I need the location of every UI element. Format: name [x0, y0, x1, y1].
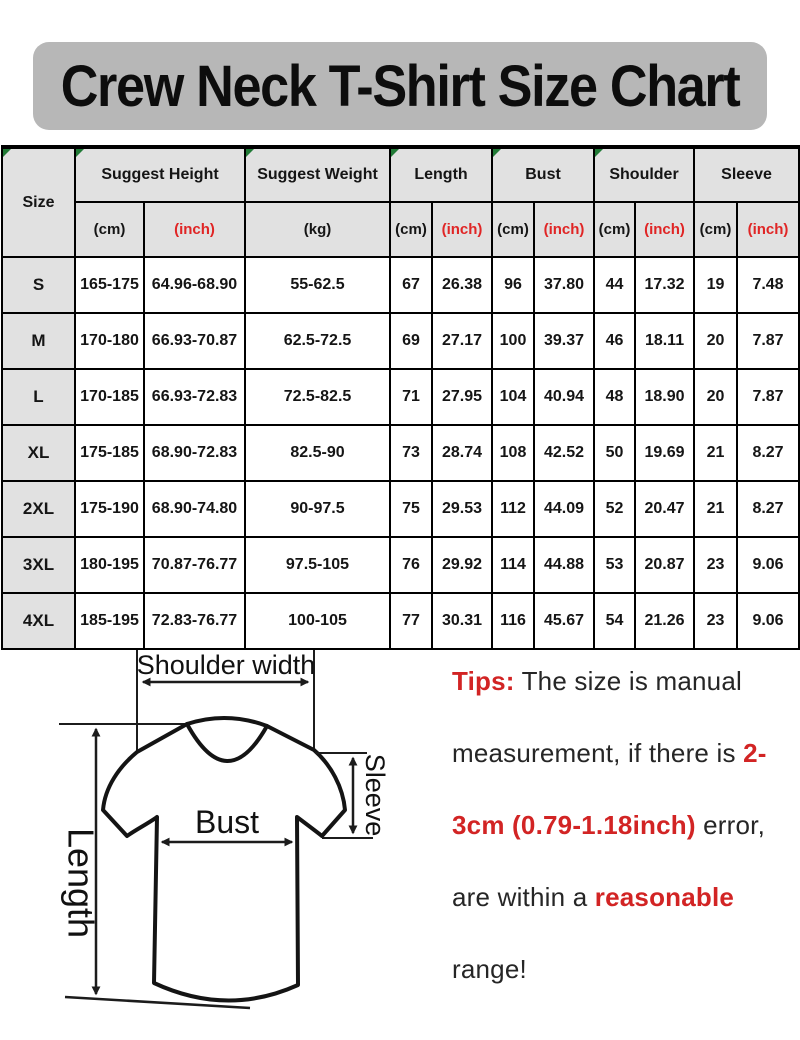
- table-cell: 75: [390, 481, 432, 537]
- header-unit-row: [2, 202, 799, 257]
- tshirt-measure-diagram: [15, 645, 445, 1040]
- tips-segment: are within a: [452, 882, 595, 912]
- tips-segment: measurement, if there is: [452, 738, 744, 768]
- table-cell: 100-105: [245, 593, 390, 649]
- col-header-suggest-weight: Suggest Weight: [245, 147, 390, 202]
- tips-text: [452, 645, 797, 1005]
- table-cell: 37.80: [534, 257, 594, 313]
- col-header-shoulder: Shoulder: [594, 147, 694, 202]
- table-cell: 66.93-72.83: [144, 369, 245, 425]
- tips-segment: range!: [452, 954, 527, 984]
- table-cell: 9.06: [737, 537, 799, 593]
- table-cell: 82.5-90: [245, 425, 390, 481]
- table-cell: 50: [594, 425, 635, 481]
- table-cell: 7.48: [737, 257, 799, 313]
- table-cell: 116: [492, 593, 534, 649]
- table-cell: 9.06: [737, 593, 799, 649]
- table-cell: 97.5-105: [245, 537, 390, 593]
- size-label: S: [2, 257, 75, 313]
- table-cell: 170-180: [75, 313, 144, 369]
- table-cell: 70.87-76.77: [144, 537, 245, 593]
- col-header-suggest-height: Suggest Height: [75, 147, 245, 202]
- table-cell: 20.47: [635, 481, 694, 537]
- table-cell: 39.37: [534, 313, 594, 369]
- table-cell: 69: [390, 313, 432, 369]
- unit-sleeve-inch: (inch): [737, 202, 799, 257]
- tips-highlight: Tips:: [452, 666, 515, 696]
- table-cell: 19: [694, 257, 737, 313]
- unit-bust-inch: (inch): [534, 202, 594, 257]
- table-cell: 175-185: [75, 425, 144, 481]
- size-label: 3XL: [2, 537, 75, 593]
- table-cell: 44: [594, 257, 635, 313]
- sleeve-label: Sleeve: [359, 753, 390, 837]
- table-cell: 165-175: [75, 257, 144, 313]
- table-cell: 29.53: [432, 481, 492, 537]
- table-cell: 68.90-74.80: [144, 481, 245, 537]
- tips-line: [452, 933, 797, 1005]
- table-cell: 185-195: [75, 593, 144, 649]
- table-cell: 20: [694, 313, 737, 369]
- table-cell: 45.67: [534, 593, 594, 649]
- table-row: [2, 537, 799, 593]
- size-label: M: [2, 313, 75, 369]
- unit-shoulder-inch: (inch): [635, 202, 694, 257]
- table-cell: 170-185: [75, 369, 144, 425]
- tips-line: [452, 861, 797, 933]
- tshirt-outline: [103, 718, 345, 1001]
- col-header-size: Size: [2, 147, 75, 257]
- table-cell: 27.95: [432, 369, 492, 425]
- table-cell: 21: [694, 425, 737, 481]
- title-banner: [33, 42, 767, 130]
- table-cell: 54: [594, 593, 635, 649]
- bust-label: Bust: [194, 804, 260, 840]
- table-cell: 17.32: [635, 257, 694, 313]
- table-cell: 76: [390, 537, 432, 593]
- table-header: [2, 147, 799, 257]
- table-cell: 40.94: [534, 369, 594, 425]
- tips-line: [452, 789, 797, 861]
- table-row: [2, 257, 799, 313]
- page-title: Crew Neck T-Shirt Size Chart: [60, 53, 740, 119]
- table-cell: 20: [694, 369, 737, 425]
- header-group-row: [2, 147, 799, 202]
- table-cell: 114: [492, 537, 534, 593]
- table-cell: 96: [492, 257, 534, 313]
- unit-height-inch: (inch): [144, 202, 245, 257]
- col-header-length: Length: [390, 147, 492, 202]
- table-row: [2, 481, 799, 537]
- table-cell: 19.69: [635, 425, 694, 481]
- size-label: L: [2, 369, 75, 425]
- unit-height-cm: (cm): [75, 202, 144, 257]
- table-cell: 27.17: [432, 313, 492, 369]
- table-cell: 55-62.5: [245, 257, 390, 313]
- tips-segment: error,: [695, 810, 766, 840]
- table-cell: 53: [594, 537, 635, 593]
- table-cell: 20.87: [635, 537, 694, 593]
- table-cell: 180-195: [75, 537, 144, 593]
- tips-line: [452, 717, 797, 789]
- table-cell: 100: [492, 313, 534, 369]
- unit-shoulder-cm: (cm): [594, 202, 635, 257]
- unit-length-inch: (inch): [432, 202, 492, 257]
- table-cell: 112: [492, 481, 534, 537]
- tips-highlight: reasonable: [594, 882, 735, 912]
- table-cell: 8.27: [737, 425, 799, 481]
- table-cell: 68.90-72.83: [144, 425, 245, 481]
- table-cell: 7.87: [737, 313, 799, 369]
- col-header-bust: Bust: [492, 147, 594, 202]
- table-cell: 72.83-76.77: [144, 593, 245, 649]
- tips-highlight: 2-: [743, 738, 767, 768]
- tips-line: [452, 645, 797, 717]
- table-cell: 26.38: [432, 257, 492, 313]
- table-cell: 90-97.5: [245, 481, 390, 537]
- table-cell: 23: [694, 537, 737, 593]
- table-cell: 30.31: [432, 593, 492, 649]
- table-cell: 104: [492, 369, 534, 425]
- shoulder-width-label: Shoulder width: [136, 650, 316, 680]
- table-cell: 52: [594, 481, 635, 537]
- table-cell: 175-190: [75, 481, 144, 537]
- table-cell: 73: [390, 425, 432, 481]
- table-cell: 18.11: [635, 313, 694, 369]
- tips-highlight: 3cm (0.79-1.18inch): [452, 810, 696, 840]
- table-cell: 66.93-70.87: [144, 313, 245, 369]
- unit-length-cm: (cm): [390, 202, 432, 257]
- table-cell: 72.5-82.5: [245, 369, 390, 425]
- table-cell: 108: [492, 425, 534, 481]
- col-header-sleeve: Sleeve: [694, 147, 799, 202]
- table-cell: 44.88: [534, 537, 594, 593]
- table-cell: 29.92: [432, 537, 492, 593]
- table-cell: 21: [694, 481, 737, 537]
- unit-bust-cm: (cm): [492, 202, 534, 257]
- size-label: XL: [2, 425, 75, 481]
- table-cell: 71: [390, 369, 432, 425]
- table-cell: 23: [694, 593, 737, 649]
- tips-segment: The size is manual: [514, 666, 742, 696]
- table-row: [2, 369, 799, 425]
- table-cell: 62.5-72.5: [245, 313, 390, 369]
- table-cell: 67: [390, 257, 432, 313]
- table-cell: 7.87: [737, 369, 799, 425]
- table-cell: 48: [594, 369, 635, 425]
- table-row: [2, 593, 799, 649]
- table-cell: 46: [594, 313, 635, 369]
- size-chart-table: [1, 145, 800, 650]
- unit-weight-kg: (kg): [245, 202, 390, 257]
- size-label: 2XL: [2, 481, 75, 537]
- table-cell: 28.74: [432, 425, 492, 481]
- size-label: 4XL: [2, 593, 75, 649]
- table-cell: 42.52: [534, 425, 594, 481]
- unit-sleeve-cm: (cm): [694, 202, 737, 257]
- table-cell: 77: [390, 593, 432, 649]
- size-table-body: [2, 257, 799, 649]
- table-cell: 8.27: [737, 481, 799, 537]
- table-cell: 18.90: [635, 369, 694, 425]
- table-row: [2, 313, 799, 369]
- table-cell: 64.96-68.90: [144, 257, 245, 313]
- length-label: Length: [60, 827, 102, 939]
- table-cell: 44.09: [534, 481, 594, 537]
- table-cell: 21.26: [635, 593, 694, 649]
- table-row: [2, 425, 799, 481]
